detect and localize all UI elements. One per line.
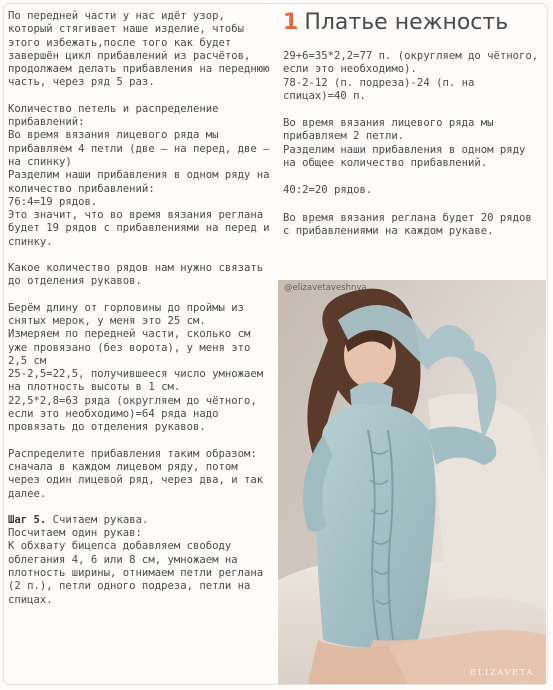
step-label: Шаг 5. [8,513,47,526]
paragraph-stitch-distribution: Количество петель и распределение прибавлений: Во время вязания лицевого ряда мы прибавляем 4 петли (две – на перед, две – на спинку) Разделим наши прибавления в одном ряду на количество прибавлений: 76:4=19 рядов. Это значит, что во время вязания реглана будет 19 рядов с прибавлениями на перед и спинку. [8,102,270,248]
step-text: Считаем рукава. Посчитаем один рукав: К обхвату бицепса добавляем свободу облегания 4, 6 или 8 см, умножаем на плотность ширины, отнимаем петли реглана (2 п.), петли одного подреза, петли на спицах. [8,513,264,606]
paragraph-distribution-order: Распределите прибавления таким образом: сначала в каждом лицевом ряду, потом через один лицевой ряд, через два, и так далее. [8,447,270,500]
paragraph-sleeve-increases: Во время вязания лицевого ряда мы прибавляем 2 петли. Разделим наши прибавления в одном ряду на общее количество прибавлений. [283,117,526,170]
paragraph-pattern-note: По передней части у нас идёт узор, который стягивает наше изделие, чтобы этого избежать,после того как будет завершён цикл прибавлений из расчётов, продолжаем делать прибавления на переднюю часть, через ряд 5 раз. [8,10,276,89]
photo-watermark: ELIZAVETA [469,668,534,678]
page-title [283,8,508,38]
paragraph-step-5 [8,514,270,607]
paragraph-raglan-rows: Во время вязания реглана будет 20 рядов с прибавлениями на каждом рукаве. [283,211,539,237]
paragraph-sleeve-rows: 40:2=20 рядов. [283,184,373,197]
paragraph-sleeve-stitches: 29+6=35*2,2=77 п. (округляем до чётного, если это необходимо). 78-2-12 (п. подреза)-24 (п. на спицах)=40 п. [283,50,539,102]
instagram-handle: @elizavetaveshnya [284,283,367,293]
dress-photo-illustration [278,280,546,684]
left-text-column [8,10,276,620]
paragraph-rows-question: Какое количество рядов нам нужно связать до отделения рукавов. [8,262,270,288]
right-text-column [283,50,541,252]
title-number: 1 [283,10,299,35]
paragraph-length-calculation: Берём длину от горловины до проймы из снятых мерок, у меня это 25 см. Измеряем по передней части, сколько см уже провязано (без ворота), у меня это 2,5 см 25-2,5=22,5, получившееся число умножаем на плотность высоты в 1 см. 22,5*2,8=63 ряда (округляем до чётного, если это необходимо)=64 ряда надо провязать до отделения рукавов. [8,301,264,434]
title-text: Платье нежность [304,10,509,35]
dress-photo [278,280,546,684]
